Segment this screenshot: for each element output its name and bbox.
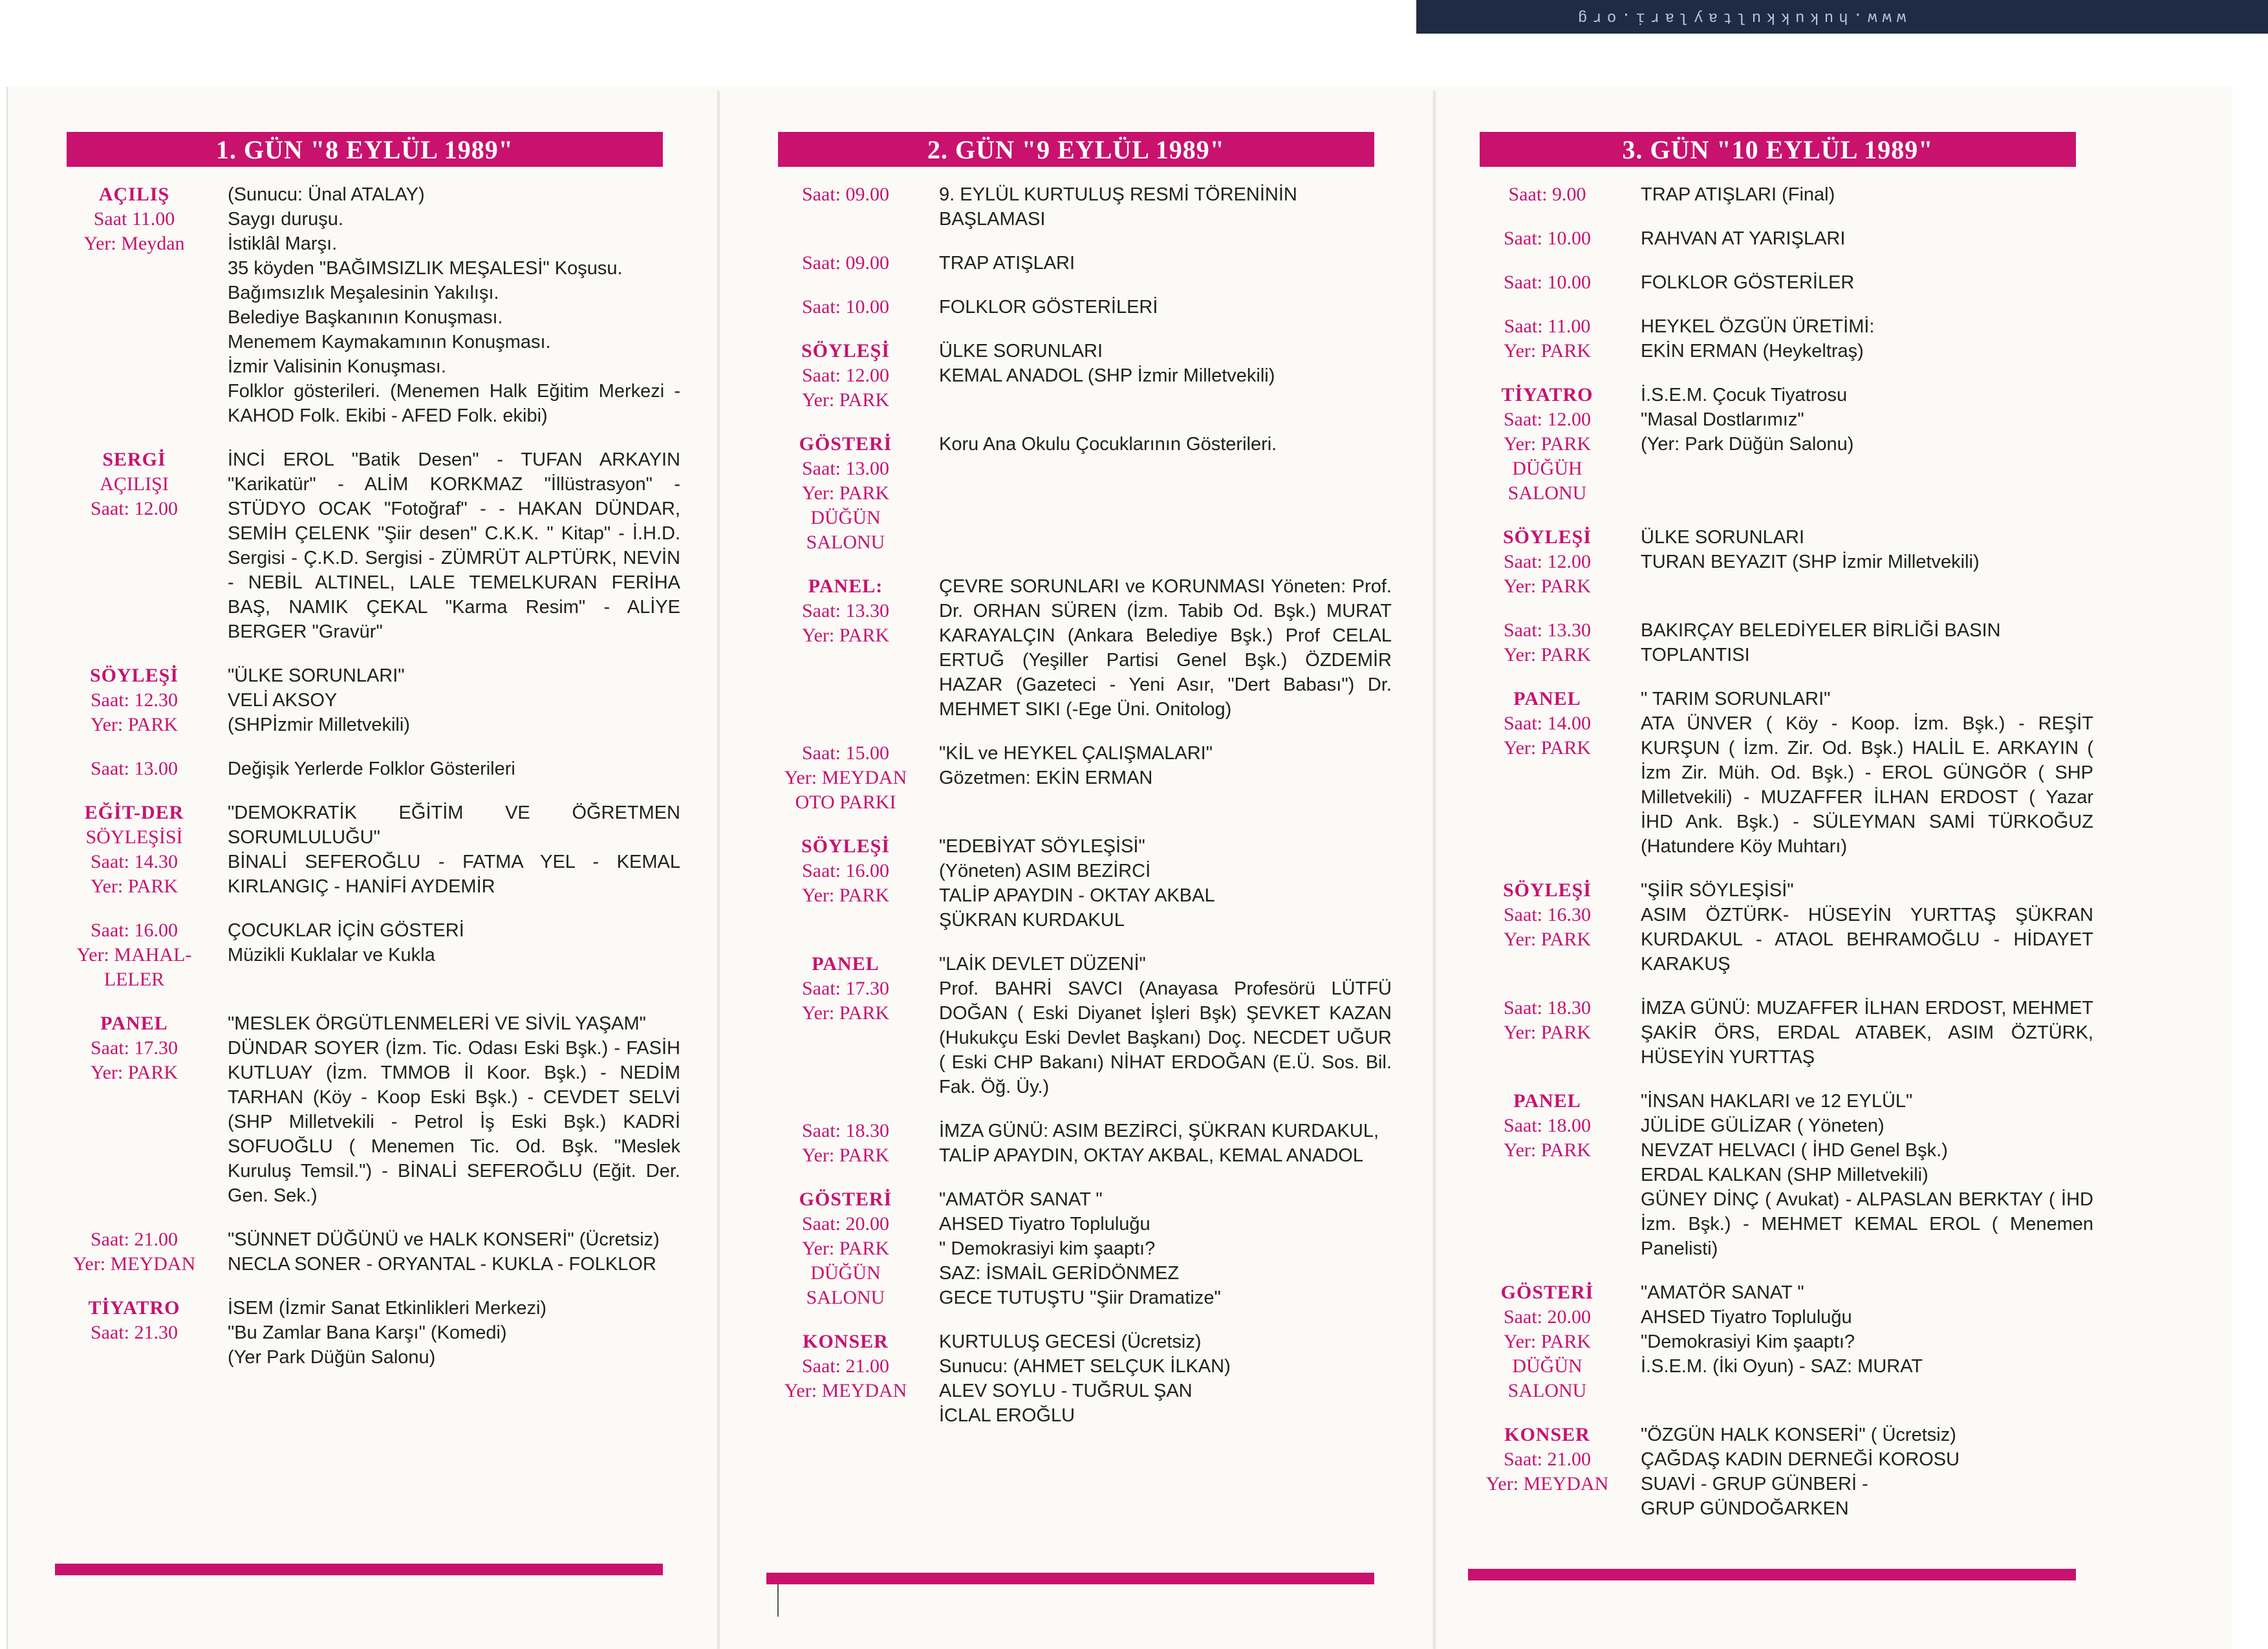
event-time-place: Yer: PARK xyxy=(1503,340,1592,361)
event-meta xyxy=(1468,525,1626,599)
event-time-place: Yer: PARK xyxy=(801,885,890,906)
schedule-row xyxy=(766,182,1387,232)
event-meta xyxy=(1468,996,1626,1070)
schedule-row xyxy=(1468,1089,2093,1261)
event-time-place: Yer: MEYDAN xyxy=(784,767,907,788)
schedule-row xyxy=(1468,270,2089,295)
event-category: GÖSTERİ xyxy=(799,433,892,455)
event-time-place: Yer: PARK xyxy=(801,625,890,646)
event-details: İMZA GÜNÜ: ASIM BEZİRCİ, ŞÜKRAN KURDAKUL, TALİP APAYDIN, OKTAY AKBAL, KEMAL ANADOL xyxy=(939,1121,1379,1166)
event-meta xyxy=(55,663,213,737)
event-details: İSEM (İzmir Sanat Etkinlikleri Merkezi) "Bu Zamlar Bana Karşı" (Komedi) (Yer Park Düğün Salonu) xyxy=(228,1298,547,1368)
event-details: ÇEVRE SORUNLARI ve KORUNMASI Yöneten: Prof. Dr. ORHAN SÜREN (İzm. Tabib Od. Bşk.) MURAT KARAYALÇIN (Ankara Belediye Bşk.) Prof CELAL ERTUĞ (Yeşiller Partisi Genel Bşk.) ÖZDEMİR HAZAR (Gazeteci - Yeni Asır, "Dert Babası") Dr. MEHMET SIKI (-Ege Üni. Onitolog) xyxy=(939,576,1392,720)
event-meta xyxy=(1468,1089,1626,1261)
event-meta xyxy=(1468,226,1626,251)
event-meta xyxy=(766,1330,925,1428)
event-time-place: LELER xyxy=(103,969,165,990)
event-time-place: Saat: 21.00 xyxy=(91,1229,178,1250)
event-time-place: Saat: 13.00 xyxy=(91,758,178,779)
event-time-place: Yer: PARK xyxy=(1503,644,1592,665)
event-details: "MESLEK ÖRGÜTLENMELERİ VE SİVİL YAŞAM" DÜNDAR SOYER (İzm. Tic. Odası Eski Bşk.) - FASİH KUTLUAY (İzm. TMMOB İl Koor. Bşk.) - NEDİM TARHAN (Köy - Koop Eski Bşk.) - CEVDET SELVİ (SHP Milletvekili - Petrol İş Eski Bşk.) KADRİ SOFUOĞLU ( Menemen Tic. Od. Bşk. "Meslek Kuruluş Temsil.") - BİNALİ SEFEROĞLU (Eğit. Der. Gen. Sek.) xyxy=(228,1013,680,1206)
event-category: SÖYLEŞİ xyxy=(89,665,179,686)
event-time-place: Saat: 18.00 xyxy=(1504,1115,1591,1136)
event-time-place: Saat: 16.00 xyxy=(802,860,889,881)
event-meta xyxy=(766,1187,925,1310)
event-time-place: Saat: 17.30 xyxy=(91,1037,178,1059)
schedule-row xyxy=(1468,1280,2089,1403)
schedule-row xyxy=(1468,226,2089,251)
event-meta xyxy=(1468,618,1626,667)
event-meta xyxy=(1468,314,1626,363)
event-details: Değişik Yerlerde Folklor Gösterileri xyxy=(228,759,515,779)
panel-bottom-bar xyxy=(55,1564,663,1575)
schedule-row xyxy=(1468,878,2093,976)
day-3-title: 3. GÜN "10 EYLÜL 1989" xyxy=(1480,132,2076,167)
event-category: GÖSTERİ xyxy=(1500,1282,1594,1303)
event-time-place: Saat: 10.00 xyxy=(1504,228,1591,249)
event-time-place: Saat: 16.00 xyxy=(91,920,178,941)
event-category: PANEL xyxy=(100,1013,168,1034)
event-time-place: Yer: PARK xyxy=(1503,576,1592,597)
event-time-place: Saat: 21.00 xyxy=(802,1355,889,1377)
event-time-place: Saat: 15.00 xyxy=(802,742,889,764)
schedule-row xyxy=(55,801,680,899)
event-time-place: Saat: 18.30 xyxy=(802,1120,889,1141)
schedule-row xyxy=(766,952,1392,1099)
event-time-place: Yer: MEYDAN xyxy=(72,1253,196,1275)
schedule-row xyxy=(766,1119,1387,1168)
panel-bottom-bar xyxy=(1468,1569,2076,1580)
day-2-title: 2. GÜN "9 EYLÜL 1989" xyxy=(778,132,1374,167)
event-details: (Sunucu: Ünal ATALAY) Saygı duruşu. İstiklâl Marşı. 35 köyden "BAĞIMSIZLIK MEŞALESİ" Koşusu. Bağımsızlık Meşalesinin Yakılışı. Belediye Başkanının Konuşması. Menemem Kaymakamının Konuşması. İzmir Valisinin Konuşması. Folklor gösterileri. (Menemen Halk Eğitim Merkezi - KAHOD Folk. Ekibi - AFED Folk. ekibi) xyxy=(228,184,680,426)
event-details: RAHVAN AT YARIŞLARI xyxy=(1641,228,1846,249)
event-meta xyxy=(55,757,213,781)
event-details: "LAİK DEVLET DÜZENİ" Prof. BAHRİ SAVCI (Anayasa Profesörü LÜTFÜ DOĞAN ( Eski Diyanet İşleri Bşk) ŞEVKET KAZAN (Hukukçu Eski Devlet Başkanı) Doç. NECDET UĞUR ( Eski CHP Bakanı) NİHAT ERDOĞAN (E.Ü. Sos. Bil. Fak. Öğ. Üy.) xyxy=(939,954,1392,1097)
event-time-place: Yer: Meydan xyxy=(83,233,185,254)
schedule-row xyxy=(766,1187,1387,1310)
event-time-place: Saat: 09.00 xyxy=(802,184,889,205)
event-time-place: Saat: 14.00 xyxy=(1504,713,1591,734)
schedule-row xyxy=(1468,525,2089,599)
event-details: "DEMOKRATİK EĞİTİM VE ÖĞRETMEN SORUMLULUĞU" BİNALİ SEFEROĞLU - FATMA YEL - KEMAL KIRLANGIÇ - HANİFİ AYDEMİR xyxy=(228,803,680,897)
schedule-row xyxy=(1468,618,2089,667)
event-meta xyxy=(55,801,213,899)
event-time-place: Yer: PARK xyxy=(801,482,890,504)
event-time-place: Saat: 13.00 xyxy=(802,458,889,479)
event-time-place: SALONU xyxy=(1507,482,1587,504)
event-time-place: Saat: 09.00 xyxy=(802,252,889,274)
event-time-place: Yer: PARK xyxy=(801,1238,890,1259)
event-time-place: Yer: PARK xyxy=(1503,1022,1592,1043)
schedule-row xyxy=(766,295,1387,319)
fold-line xyxy=(717,91,720,1649)
schedule-row xyxy=(766,339,1387,413)
schedule-row xyxy=(766,834,1387,932)
event-category: PANEL xyxy=(1513,688,1581,709)
event-time-place: Yer: PARK xyxy=(801,389,890,411)
event-time-place: Saat: 10.00 xyxy=(802,296,889,318)
event-details: ÜLKE SORUNLARI TURAN BEYAZIT (SHP İzmir Milletvekili) xyxy=(1641,527,1980,572)
schedule-row xyxy=(1468,314,2089,363)
day-3-schedule xyxy=(1468,182,2093,1540)
event-meta xyxy=(766,432,925,555)
event-time-place: SALONU xyxy=(1507,1380,1587,1401)
schedule-row xyxy=(766,1330,1387,1428)
event-time-place: Saat: 12.00 xyxy=(1504,551,1591,572)
event-details: FOLKLOR GÖSTERİLER xyxy=(1641,272,1855,293)
top-scan-strip xyxy=(1416,0,2268,34)
event-meta xyxy=(766,295,925,319)
event-time-place: Yer: PARK xyxy=(1503,737,1592,759)
event-meta xyxy=(55,918,213,992)
event-details: "EDEBİYAT SÖYLEŞİSİ" (Yöneten) ASIM BEZİRCİ TALİP APAYDIN - OKTAY AKBAL ŞÜKRAN KURDAKUL xyxy=(939,836,1215,931)
event-meta xyxy=(766,1119,925,1168)
event-time-place: Yer: MEYDAN xyxy=(1485,1473,1609,1494)
event-time-place: Saat 11.00 xyxy=(93,208,175,230)
event-category: PANEL: xyxy=(808,576,883,597)
event-time-place: Yer: PARK xyxy=(1503,1139,1592,1161)
event-time-place: Yer: PARK xyxy=(90,714,178,735)
event-category: EĞİT-DER xyxy=(84,802,184,823)
event-time-place: Yer: PARK xyxy=(801,1145,890,1166)
event-category: GÖSTERİ xyxy=(799,1189,892,1210)
event-time-place: DÜĞÜH xyxy=(1512,458,1582,479)
event-time-place: Saat: 12.30 xyxy=(91,689,178,711)
event-details: İ.S.E.M. Çocuk Tiyatrosu "Masal Dostlarımız" (Yer: Park Düğün Salonu) xyxy=(1641,385,1854,455)
event-meta xyxy=(766,339,925,413)
event-details: KURTULUŞ GECESİ (Ücretsiz) Sunucu: (AHMET SELÇUK İLKAN) ALEV SOYLU - TUĞRUL ŞAN İCLAL EROĞLU xyxy=(939,1331,1231,1426)
event-time-place: OTO PARKI xyxy=(795,792,896,813)
event-details: "SÜNNET DÜĞÜNÜ ve HALK KONSERİ" (Ücretsiz) NECLA SONER - ORYANTAL - KUKLA - FOLKLOR xyxy=(228,1229,660,1275)
event-time-place: Saat: 13.30 xyxy=(802,600,889,621)
event-meta xyxy=(55,1227,213,1277)
day-2-schedule xyxy=(766,182,1392,1447)
event-time-place: Saat: 13.30 xyxy=(1504,620,1591,641)
schedule-row xyxy=(55,663,676,737)
event-time-place: Yer: MEYDAN xyxy=(784,1380,907,1401)
event-time-place: Yer: MAHAL- xyxy=(76,944,192,965)
event-time-place: Saat: 21.00 xyxy=(1504,1449,1591,1470)
schedule-row xyxy=(766,574,1392,722)
schedule-row xyxy=(1468,1423,2089,1521)
schedule-row xyxy=(55,447,680,644)
event-details: İNCİ EROL "Batik Desen" - TUFAN ARKAYIN "Karikatür" - ALİM KORKMAZ "İllüstrasyon" - STÜDYO OCAK "Fotoğraf" - - HAKAN DÜNDAR, SEMİH ÇELENK "Şiir desen" C.K.K. " Kitap" - İ.H.D. Sergisi - Ç.K.D. Sergisi - ZÜMRÜT ALPTÜRK, NEVİN - NEBİL ALTINEL, LALE TEMELKURAN FERİHA BAŞ, NAMIK ÇEKAL "Karma Resim" - ALİYE BERGER "Gravür" xyxy=(228,449,680,642)
event-time-place: DÜĞÜN xyxy=(810,507,881,528)
event-details: ÇOCUKLAR İÇİN GÖSTERİ Müzikli Kuklalar ve Kukla xyxy=(228,920,464,965)
event-meta xyxy=(1468,182,1626,207)
event-meta xyxy=(766,741,925,815)
event-time-place: Saat: 11.00 xyxy=(1504,316,1591,337)
schedule-row xyxy=(55,1296,676,1370)
event-category: KONSER xyxy=(1504,1424,1590,1445)
event-details: İMZA GÜNÜ: MUZAFFER İLHAN ERDOST, MEHMET ŞAKİR ÖRS, ERDAL ATABEK, ASIM ÖZTÜRK, HÜSEYİN YURTTAŞ xyxy=(1641,998,2093,1068)
day-1-schedule xyxy=(55,182,680,1389)
event-category: SÖYLEŞİ xyxy=(1502,879,1592,901)
schedule-row xyxy=(1468,687,2093,859)
event-time-place: Yer: PARK xyxy=(801,1002,890,1024)
event-meta xyxy=(1468,687,1626,859)
panel-bottom-bar xyxy=(766,1573,1374,1584)
event-details: "ÖZGÜN HALK KONSERİ" ( Ücretsiz) ÇAĞDAŞ KADIN DERNEĞİ KOROSU SUAVİ - GRUP GÜNBERİ - GRUP GÜNDOĞARKEN xyxy=(1641,1425,1960,1519)
event-details: BAKIRÇAY BELEDİYELER BİRLİĞİ BASIN TOPLANTISI xyxy=(1641,620,2001,665)
event-time-place: DÜĞÜN xyxy=(1512,1355,1582,1377)
event-time-place: Yer: PARK xyxy=(90,876,178,897)
event-details: TRAP ATIŞLARI (Final) xyxy=(1641,184,1835,205)
event-time-place: Yer: PARK xyxy=(1503,929,1592,950)
event-meta xyxy=(55,1296,213,1370)
day-3-panel xyxy=(1468,132,2093,1632)
event-time-place: Saat: 20.00 xyxy=(802,1213,889,1234)
event-category: PANEL xyxy=(1513,1090,1581,1112)
event-time-place: Saat: 12.00 xyxy=(91,498,178,519)
event-category: PANEL xyxy=(812,953,880,975)
event-time-place: SÖYLEŞİSİ xyxy=(85,826,183,848)
schedule-row xyxy=(55,757,676,781)
event-time-place: AÇILIŞI xyxy=(100,473,169,495)
event-category: SERGİ xyxy=(102,449,166,470)
event-category: TİYATRO xyxy=(1501,384,1593,405)
watermark-url: www.hukukkultaylari.org xyxy=(1572,8,1906,26)
schedule-row xyxy=(1468,996,2093,1070)
event-details: ÜLKE SORUNLARI KEMAL ANADOL (SHP İzmir Milletvekili) xyxy=(939,341,1275,386)
event-time-place: Saat: 12.00 xyxy=(802,365,889,386)
event-meta xyxy=(1468,1280,1626,1403)
event-details: HEYKEL ÖZGÜN ÜRETİMİ: EKİN ERMAN (Heykeltraş) xyxy=(1641,316,1875,361)
event-details: FOLKLOR GÖSTERİLERİ xyxy=(939,297,1158,318)
schedule-row xyxy=(1468,182,2089,207)
event-category: AÇILIŞ xyxy=(98,184,170,205)
event-category: SÖYLEŞİ xyxy=(801,340,891,361)
event-time-place: Saat: 10.00 xyxy=(1504,272,1591,293)
event-details: "ÜLKE SORUNLARI" VELİ AKSOY (SHPİzmir Milletvekili) xyxy=(228,665,410,735)
event-meta xyxy=(1468,1423,1626,1521)
schedule-row xyxy=(55,1227,676,1277)
event-category: KONSER xyxy=(803,1331,889,1352)
event-meta xyxy=(766,952,925,1099)
event-meta xyxy=(1468,270,1626,295)
event-time-place: SALONU xyxy=(806,1287,885,1308)
event-time-place: Saat: 9.00 xyxy=(1508,184,1586,205)
event-time-place: Saat: 20.00 xyxy=(1504,1306,1591,1328)
event-time-place: Saat: 14.30 xyxy=(91,851,178,872)
event-meta xyxy=(1468,383,1626,506)
event-time-place: Saat: 12.00 xyxy=(1504,409,1591,430)
event-details: Koru Ana Okulu Çocuklarının Gösterileri. xyxy=(939,434,1277,455)
schedule-row xyxy=(55,182,680,428)
event-time-place: Yer: PARK xyxy=(90,1062,178,1083)
event-time-place: Yer: PARK xyxy=(1503,1331,1592,1352)
event-details: "KİL ve HEYKEL ÇALIŞMALARI" Gözetmen: EKİN ERMAN xyxy=(939,743,1213,788)
schedule-row xyxy=(766,741,1387,815)
event-meta xyxy=(55,447,213,644)
schedule-row xyxy=(1468,383,2089,506)
event-details: "AMATÖR SANAT " AHSED Tiyatro Topluluğu " Demokrasiyi kim şaaptı? SAZ: İSMAİL GERİDÖNMEZ GECE TUTUŞTU "Şiir Dramatize" xyxy=(939,1189,1221,1308)
event-details: "ŞİİR SÖYLEŞİSİ" ASIM ÖZTÜRK- HÜSEYİN YURTTAŞ ŞÜKRAN KURDAKUL - ATAOL BEHRAMOĞLU - HİDAYET KARAKUŞ xyxy=(1641,880,2093,975)
event-category: SÖYLEŞİ xyxy=(801,835,891,857)
event-details: TRAP ATIŞLARI xyxy=(939,253,1075,274)
event-time-place: SALONU xyxy=(806,532,885,553)
day-1-panel xyxy=(55,132,680,1632)
schedule-row xyxy=(766,432,1387,555)
event-meta xyxy=(766,574,925,722)
event-details: 9. EYLÜL KURTULUŞ RESMİ TÖRENİNİN BAŞLAMASI xyxy=(939,184,1297,230)
event-time-place: Saat: 21.30 xyxy=(91,1322,178,1343)
event-details: "İNSAN HAKLARI ve 12 EYLÜL" JÜLİDE GÜLİZAR ( Yöneten) NEVZAT HELVACI ( İHD Genel Bşk.) ERDAL KALKAN (SHP Milletvekili) GÜNEY DİNÇ ( Avukat) - ALPASLAN BERKTAY ( İHD İzm. Bşk.) - MEHMET KEMAL EROL ( Menemen Panelisti) xyxy=(1641,1091,2093,1259)
schedule-row xyxy=(55,1011,680,1208)
event-details: "AMATÖR SANAT " AHSED Tiyatro Topluluğu "Demokrasiyi Kim şaaptı? İ.S.E.M. (İki Oyun) - SAZ: MURAT xyxy=(1641,1282,1923,1377)
event-time-place: Saat: 16.30 xyxy=(1504,904,1591,925)
event-time-place: Saat: 18.30 xyxy=(1504,997,1591,1018)
day-1-title: 1. GÜN "8 EYLÜL 1989" xyxy=(67,132,663,167)
event-meta xyxy=(1468,878,1626,976)
event-time-place: Yer: PARK xyxy=(1503,433,1592,455)
event-meta xyxy=(55,1011,213,1208)
event-category: SÖYLEŞİ xyxy=(1502,526,1592,548)
event-meta xyxy=(766,182,925,232)
fold-line xyxy=(1432,91,1436,1649)
day-2-panel xyxy=(766,132,1392,1632)
event-time-place: DÜĞÜN xyxy=(810,1262,881,1284)
event-meta xyxy=(55,182,213,428)
schedule-row xyxy=(766,251,1387,275)
event-details: " TARIM SORUNLARI" ATA ÜNVER ( Köy - Koop. İzm. Bşk.) - REŞİT KURŞUN ( İzm. Zir. Od. Bşk.) HALİL E. ARKAYIN ( İzm Zir. Müh. Od. Bşk.) - EROL GÜNGÖR ( SHP Milletvekili) - MUZAFFER İLHAN ERDOST ( Yazar İHD Ank. Bşk.) - SÜLEYMAN SAMİ TÜRKOĞUZ (Hatundere Köy Muhtarı) xyxy=(1641,689,2093,857)
event-category: TİYATRO xyxy=(88,1297,180,1319)
event-meta xyxy=(766,251,925,275)
event-meta xyxy=(766,834,925,932)
schedule-row xyxy=(55,918,676,992)
event-time-place: Saat: 17.30 xyxy=(802,978,889,999)
